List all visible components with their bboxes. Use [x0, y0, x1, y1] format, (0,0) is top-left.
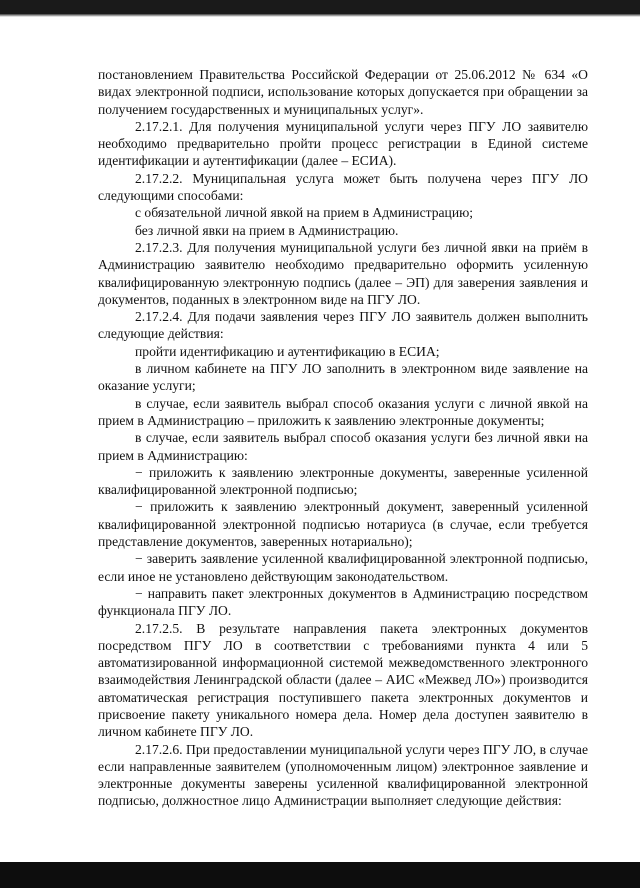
- document-paragraph: с обязательной личной явкой на прием в Администрацию;: [135, 205, 474, 221]
- document-paragraph: − заверить заявление усиленной квалифицированной электронной подписью, если иное не установлено действующим законодательством.: [98, 551, 588, 584]
- document-paragraph: в случае, если заявитель выбрал способ оказания услуги с личной явкой на прием в Администрацию – приложить к заявлению электронные документы;: [98, 395, 588, 428]
- document-paragraph: в личном кабинете на ПГУ ЛО заполнить в электронном виде заявление на оказание услуги;: [98, 361, 588, 394]
- scan-border-top-shadow: [0, 14, 640, 17]
- document-paragraph: в случае, если заявитель выбрал способ оказания услуги без личной явки на прием в Администрацию:: [98, 430, 588, 463]
- scan-border-bottom: [0, 862, 640, 888]
- document-paragraph: 2.17.2.6. При предоставлении муниципальной услуги через ПГУ ЛО, в случае если направленные заявителем (уполномоченным лицом) электронное заявление и электронные документы заверены усиленной квалифицированной электронной подписью, должностное лицо Администрации выполняет следующие действия:: [98, 741, 588, 809]
- document-paragraph: − направить пакет электронных документов в Администрацию посредством функционала ПГУ ЛО.: [98, 585, 588, 619]
- document-paragraph: пройти идентификацию и аутентификацию в ЕСИА;: [135, 343, 440, 359]
- document-paragraph: − приложить к заявлению электронные документы, заверенные усиленной квалифицированной электронной подписью;: [98, 464, 588, 498]
- document-paragraph: без личной явки на прием в Администрацию.: [135, 222, 399, 238]
- document-paragraph: 2.17.2.3. Для получения муниципальной услуги без личной явки на приём в Администрацию заявителю необходимо предварительно оформить усиленную квалифицированную электронную подпись (далее – ЭП) для заверения заявления и документов, поданных в электронном виде на ПГУ ЛО.: [98, 239, 588, 307]
- document-paragraph: постановлением Правительства Российской Федерации от 25.06.2012 № 634 «О видах электронной подписи, использование которых допускается при обращении за получением государственных и муниципальных услуг».: [98, 67, 588, 117]
- document-paragraph: 2.17.2.2. Муниципальная услуга может быть получена через ПГУ ЛО следующими способами:: [98, 170, 588, 204]
- document-page: [98, 66, 588, 810]
- document-paragraph: − приложить к заявлению электронный документ, заверенный усиленной квалифицированной электронной подписью нотариуса (в случае, если требуется представление документов, заверенных нотариально);: [98, 499, 588, 550]
- document-paragraph: 2.17.2.1. Для получения муниципальной услуги через ПГУ ЛО заявителю необходимо предварительно пройти процесс регистрации в Единой системе идентификации и аутентификации (далее – ЕСИА).: [98, 118, 588, 169]
- document-paragraph: 2.17.2.5. В результате направления пакета электронных документов посредством ПГУ ЛО в соответствии с требованиями пункта 4 или 5 автоматизированной информационной системой межведомственного электронного взаимодействия Ленинградской области (далее – АИС «Межвед ЛО») производится автоматическая регистрация поступившего пакета электронных документов и присвоение пакету уникального номера дела. Номер дела доступен заявителю в личном кабинете ПГУ ЛО.: [98, 620, 588, 740]
- document-paragraph: 2.17.2.4. Для подачи заявления через ПГУ ЛО заявитель должен выполнить следующие действия:: [98, 309, 588, 342]
